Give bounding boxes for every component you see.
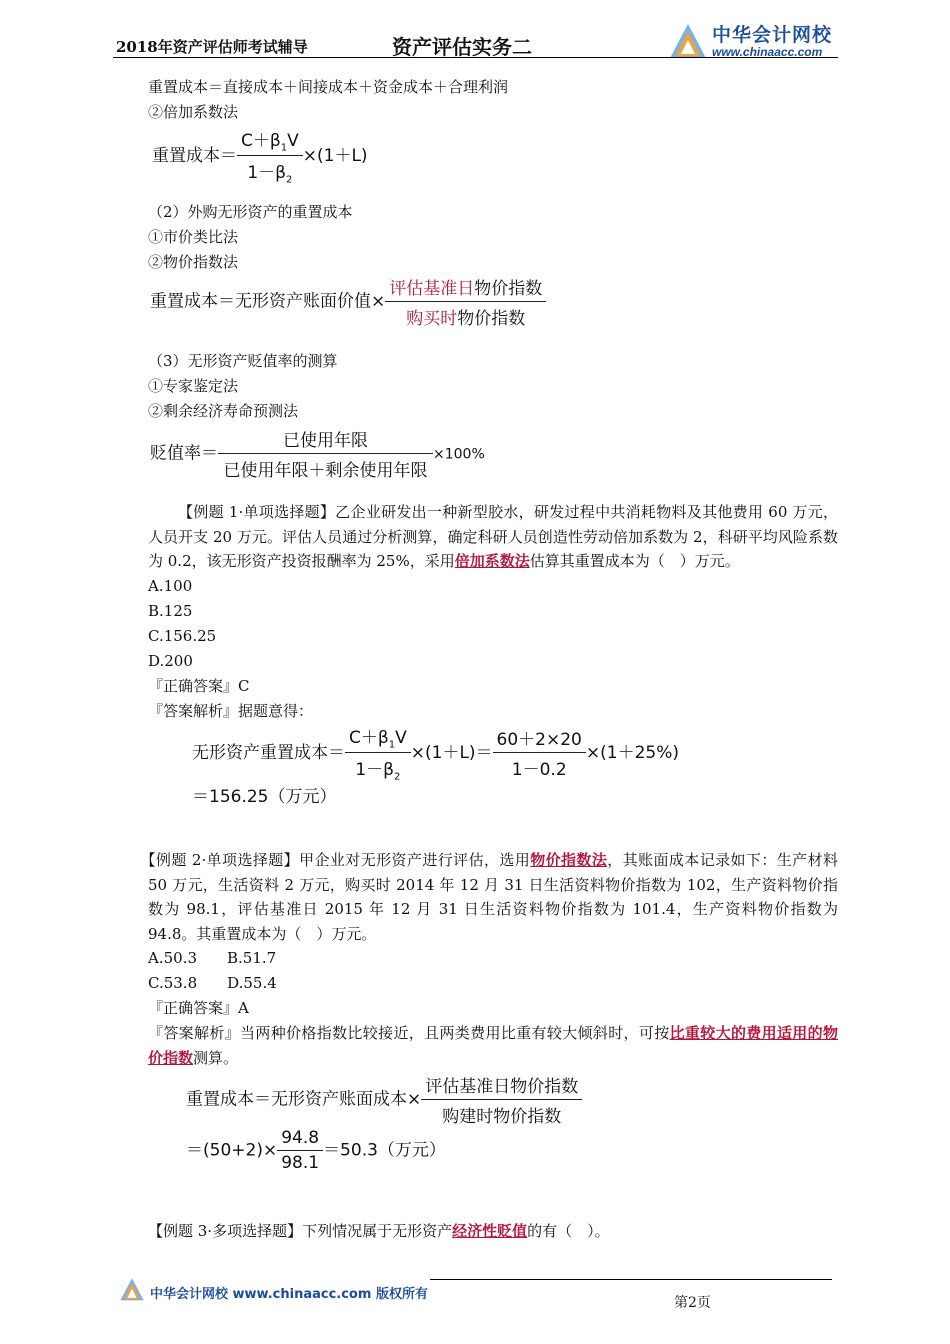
option-a: A.100 <box>148 577 193 595</box>
correct-answer: 『正确答案』C <box>148 677 250 695</box>
formula-fraction: $\frac{\text{已使用年限}}{\text{已使用年限＋剩余使用年限}}$ <box>218 426 433 481</box>
formula-multiplier <box>152 126 368 186</box>
header-center-title: 资产评估实务二 <box>392 35 532 59</box>
site-logo[interactable] <box>668 18 848 62</box>
text-line: ②倍加系数法 <box>148 103 239 121</box>
formula-lhs: 重置成本＝ <box>152 145 237 166</box>
text-line: ①专家鉴定法 <box>148 377 239 395</box>
formula-lhs: 重置成本＝无形资产账面价值× <box>150 291 386 312</box>
example-1-result: ＝156.25（万元） <box>192 787 337 807</box>
options-cd: C.53.8 D.55.4 <box>148 974 277 992</box>
option-b: B.125 <box>148 602 193 620</box>
formula-fraction: $\frac{C+\beta_1V}{1-\beta_2}$ <box>237 126 303 186</box>
formula-fraction: $\frac{\text{评估基准日物价指数}}{\text{购买时物价指数}}$ <box>385 274 546 329</box>
logo-triangle-icon <box>668 22 708 62</box>
page-number: 第2页 <box>674 1295 711 1311</box>
formula-price-index <box>150 274 546 329</box>
formula-depreciation-rate <box>150 426 485 481</box>
footer-logo-icon <box>118 1277 146 1303</box>
footer-copyright[interactable]: 中华会计网校 www.chinaacc.com 版权所有 <box>150 1287 428 1302</box>
header-left-title: 2018年资产评估师考试辅导 <box>116 38 308 56</box>
example-1-calc: 无形资产重置成本＝ $\frac{C+\beta_1V}{1-\beta_2}$ ×(1＋L)＝ $\frac{60+2\times 20}{1-0.2}$ ×(1＋25%) <box>192 723 679 783</box>
text-line: ①市价类比法 <box>148 228 239 246</box>
example-2-calc-result: ＝(50+2)× $\frac{94.8}{98.1}$ ＝50.3（万元） <box>186 1128 446 1173</box>
text-line: （2）外购无形资产的重置成本 <box>148 203 353 221</box>
options-ab: A.50.3 B.51.7 <box>148 949 277 967</box>
example-3-stem: 【例题 3·多项选择题】下列情况属于无形资产经济性贬值的有（ ）。 <box>148 1222 610 1240</box>
header-rule <box>113 57 838 58</box>
example-2-stem: 【例题 2·单项选择题】甲企业对无形资产进行评估，选用物价指数法，其账面成本记录如下：生产材料 50 万元，生活资料 2 万元，购买时 2014 年 12 月 31 日生活资料物价指数为 102，生产资料物价指数为 98.1，评估基准日 2015 年 12 月 31 日生活资料物价指数为 101.4，生产资料物价指数为 94.8。其重置成本为（ ）万元。 <box>140 851 838 943</box>
text-line: ②剩余经济寿命预测法 <box>148 402 299 420</box>
formula-tail: ×100% <box>433 446 485 463</box>
example-1-stem: 【例题 1·单项选择题】乙企业研发出一种新型胶水，研发过程中共消耗物料及其他费用 60 万元，人员开支 20 万元。评估人员通过分析测算，确定科研人员创造性劳动倍加系数为 2，科研平均风险系数为 0.2，该无形资产投资报酬率为 25%，采用倍加系数法估算其重置成本为（ ）万元。 <box>148 503 838 570</box>
logo-url: www.chinaacc.com <box>712 45 823 59</box>
text-line: 重置成本＝直接成本＋间接成本＋资金成本＋合理利润 <box>148 78 509 96</box>
logo-name: 中华会计网校 <box>712 24 833 46</box>
answer-analysis: 『答案解析』当两种价格指数比较接近，且两类费用比重有较大倾斜时，可按比重较大的费用适用的物价指数测算。 <box>148 1024 838 1067</box>
answer-analysis: 『答案解析』据题意得： <box>148 702 314 720</box>
formula-lhs: 贬值率＝ <box>150 443 218 464</box>
text-line: （3）无形资产贬值率的测算 <box>148 352 338 370</box>
option-c: C.156.25 <box>148 627 217 645</box>
formula-tail: ×(1＋L) <box>302 145 368 166</box>
footer-rule <box>430 1279 832 1280</box>
option-d: D.200 <box>148 652 193 670</box>
text-line: ②物价指数法 <box>148 253 239 271</box>
example-2-calc: 重置成本＝无形资产账面成本× $\frac{\text{评估基准日物价指数}}{\text{购建时物价指数}}$ <box>186 1072 582 1127</box>
correct-answer: 『正确答案』A <box>148 999 249 1017</box>
